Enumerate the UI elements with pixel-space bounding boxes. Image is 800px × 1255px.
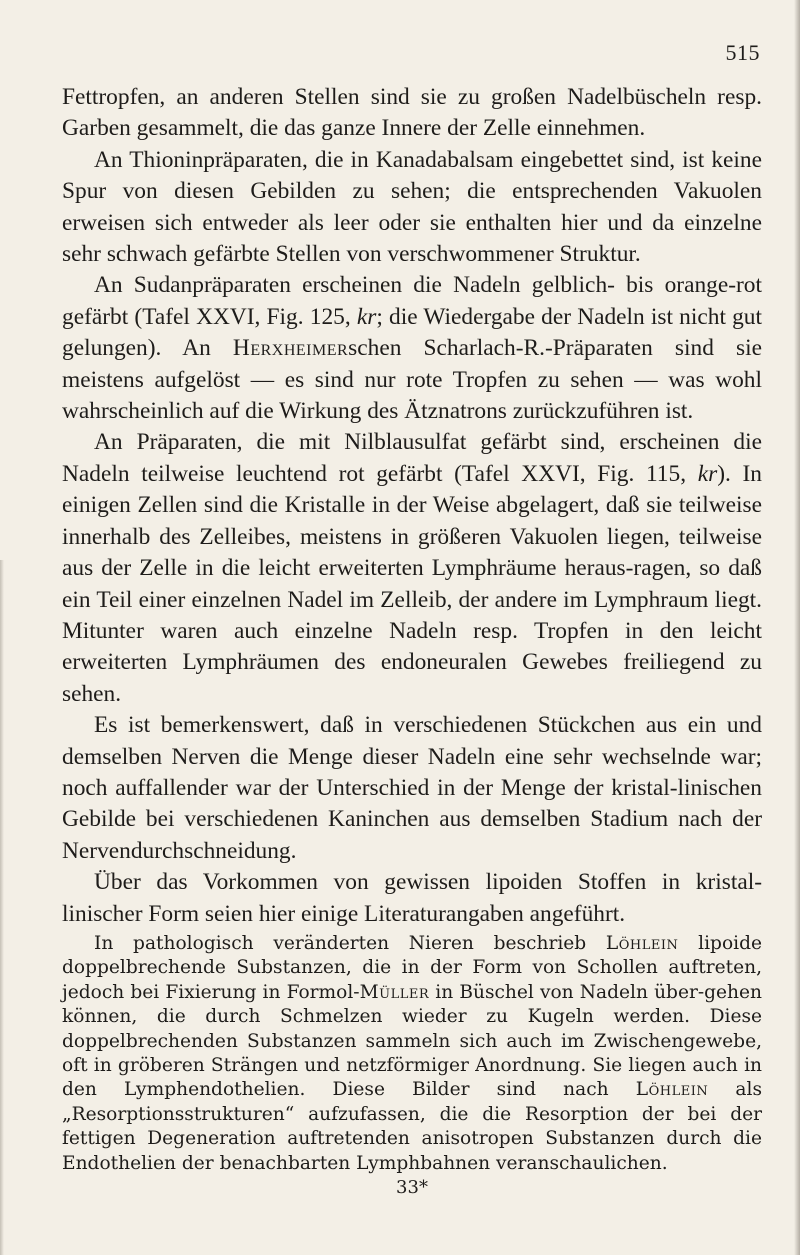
author-name-loehlein-2: Löhlein bbox=[635, 1079, 709, 1101]
paragraph-3 bbox=[62, 270, 762, 427]
paragraph-4 bbox=[62, 427, 762, 710]
paragraph-3-kr: kr bbox=[356, 303, 377, 330]
small-print-block bbox=[62, 932, 762, 1200]
paragraph-6: Über das Vorkommen von gewissen lipoiden Stoffen in kristal-linischer Form seien hier einige Literaturangaben angeführt. bbox=[62, 869, 762, 927]
paragraph-3-part-b: ; die Wiedergabe der Nadeln ist nicht gut gelungen). An bbox=[62, 303, 763, 362]
author-name-mueller: Müller bbox=[359, 981, 430, 1003]
author-name-herxheimer: Herxheimer bbox=[232, 335, 349, 362]
paragraph-3-part-a: An Sudanpräparaten erscheinen die Nadeln gelblich- bis orange-rot gefärbt (Tafel XXVI, Fig. 125, bbox=[62, 272, 762, 330]
paragraph-4-part-b: ). In einigen Zellen sind die Kristalle in der Weise abgelagert, daß sie teilweise innerhalb des Zelleibes, meistens in größeren Vakuolen liegen, teilweise aus der Zelle in die leicht erweiterten Lymphräume heraus-ragen, so daß ein Teil einer einzelnen Nadel im Zelleib, der andere im Lymphraum liegt. Mitunter waren auch einzelne Nadeln resp. Tropfen in den leicht erweiterten Lymphräumen des endoneuralen Gewebes freiliegend zu sehen. bbox=[62, 460, 762, 707]
main-text-block bbox=[62, 82, 762, 930]
signature-mark: 33* bbox=[396, 1177, 428, 1199]
small-part-b: lipoide doppelbrechende Substanzen, die in der Form von Schollen auftreten, jedoch bei Fixierung in Formol- bbox=[62, 933, 762, 1003]
small-part-d: als „Resorptionsstrukturen“ aufzufassen, die die Resorption der bei der fettigen Degeneration auftretenden anisotropen Substanzen durch die Endothelien der benachbarten Lymphbahnen veranschaulichen. bbox=[62, 1079, 762, 1174]
paragraph-4-part-a: An Präparaten, die mit Nilblausulfat gefärbt sind, erscheinen die Nadeln teilweise leuchtend rot gefärbt (Tafel XXVI, Fig. 115, bbox=[62, 429, 762, 487]
author-name-loehlein-1: Löhlein bbox=[605, 933, 679, 954]
page-edge-shadow-right bbox=[794, 0, 800, 1255]
paragraph-5: Es ist bemerkenswert, daß in verschiedenen Stückchen aus ein und demselben Nerven die Menge dieser Nadeln eine sehr wechselnde war; noch auffallender war der Unterschied in der Menge der kristal-linischen Gebilde bei verschiedenen Kaninchen aus demselben Stadium nach der Nervendurchschneidung. bbox=[62, 712, 762, 864]
paragraph-3-part-c: schen Scharlach-R.-Präparaten sind sie meistens aufgelöst — es sind nur rote Tropfen zu sehen — was wohl wahrscheinlich auf die Wirkung des Ätznatrons zurückzuführen ist. bbox=[62, 335, 762, 425]
page-edge-shadow-left bbox=[0, 560, 4, 1255]
small-part-a: In pathologisch veränderten Nieren beschrieb bbox=[94, 933, 606, 954]
paragraph-2: An Thioninpräparaten, die in Kanadabalsam eingebettet sind, ist keine Spur von diesen Gebilden zu sehen; die entsprechenden Vakuolen erweisen sich entweder als leer oder sie enthalten hier und da einzelne sehr schwach gefärbte Stellen von verschwommener Struktur. bbox=[62, 146, 762, 268]
small-part-c: in Büschel von Nadeln über-gehen können, die durch Schmelzen wieder zu Kugeln werden. Diese doppelbrechenden Substanzen sammeln sich auch im Zwischengewebe, oft in gröberen Strängen und netzförmiger Anordnung. Sie liegen auch in den Lymphendothelien. Diese Bilder sind nach bbox=[62, 981, 762, 1101]
small-paragraph bbox=[62, 932, 762, 1176]
page-number: 515 bbox=[725, 40, 760, 65]
paragraph-1: Fettropfen, an anderen Stellen sind sie zu großen Nadelbüscheln resp. Garben gesammelt, die das ganze Innere der Zelle einnehmen. bbox=[62, 84, 762, 142]
paragraph-4-kr: kr bbox=[697, 460, 718, 487]
